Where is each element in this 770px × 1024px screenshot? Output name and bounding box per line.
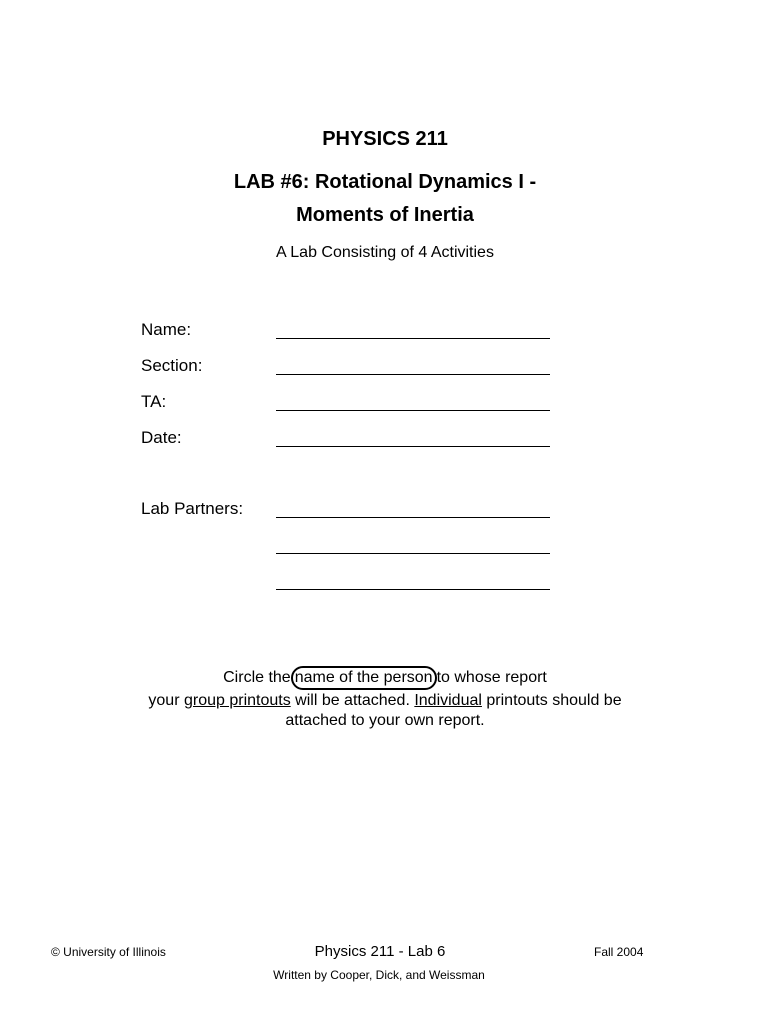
name-field[interactable] bbox=[276, 338, 550, 339]
lab-subtitle: A Lab Consisting of 4 Activities bbox=[276, 244, 494, 261]
individual-underlined: Individual bbox=[414, 692, 482, 709]
date-field[interactable] bbox=[276, 446, 550, 447]
section-field[interactable] bbox=[276, 374, 550, 375]
instructions-line2-mid: will be attached. bbox=[290, 692, 415, 709]
lab-partners-label: Lab Partners: bbox=[141, 499, 244, 518]
ta-field[interactable] bbox=[276, 410, 550, 411]
date-label: Date: bbox=[141, 428, 182, 447]
lab-title-line1: LAB #6: Rotational Dynamics I - bbox=[233, 171, 537, 193]
footer-copyright: © University of Illinois bbox=[51, 945, 166, 959]
instructions-line2-post: printouts should be bbox=[481, 692, 622, 709]
partner-field-2[interactable] bbox=[276, 553, 550, 554]
circled-phrase: name of the person bbox=[291, 666, 437, 690]
lab-title-line2: Moments of Inertia bbox=[296, 204, 474, 226]
partner-field-3[interactable] bbox=[276, 589, 550, 590]
instructions-line2 bbox=[0, 690, 770, 712]
footer-authors: Written by Cooper, Dick, and Weissman bbox=[273, 968, 485, 982]
partner-field-1[interactable] bbox=[276, 517, 550, 518]
instructions-line1-pre: Circle the bbox=[223, 669, 291, 686]
course-title: PHYSICS 211 bbox=[322, 128, 448, 150]
footer-center: Physics 211 - Lab 6 bbox=[314, 943, 446, 960]
instructions-line2-pre: your bbox=[148, 692, 184, 709]
instructions-line3: attached to your own report. bbox=[285, 712, 485, 729]
instructions-line1-post: to whose report bbox=[436, 669, 547, 686]
group-printouts-underlined: group printouts bbox=[183, 692, 291, 709]
name-label: Name: bbox=[141, 320, 192, 339]
ta-label: TA: bbox=[141, 392, 167, 411]
instructions-line1 bbox=[0, 666, 770, 690]
footer-date: Fall 2004 bbox=[594, 945, 644, 959]
section-label: Section: bbox=[141, 356, 203, 375]
